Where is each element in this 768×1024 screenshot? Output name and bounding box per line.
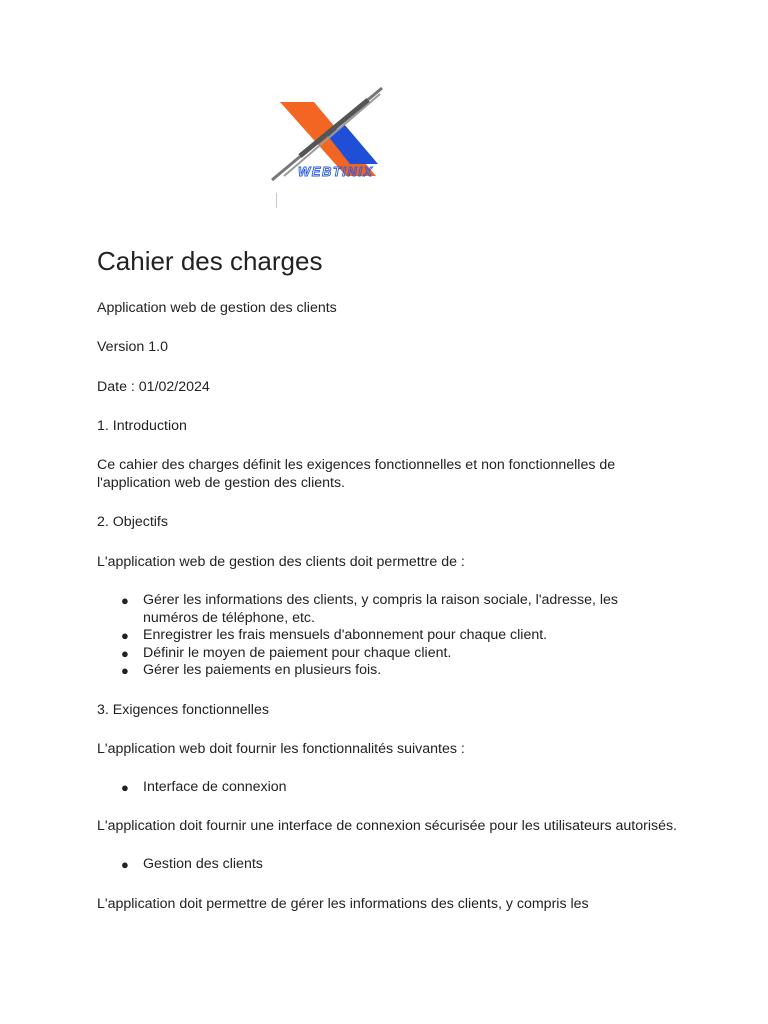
list-item bbox=[97, 779, 677, 797]
bullet-icon: ● bbox=[121, 628, 129, 643]
document-date: Date : 01/02/2024 bbox=[97, 379, 210, 395]
document-body bbox=[97, 242, 677, 913]
logo-graphic bbox=[270, 84, 426, 184]
document-title: Cahier des charges bbox=[97, 246, 323, 276]
section-heading-objectifs: 2. Objectifs bbox=[97, 514, 168, 530]
section-heading-introduction: 1. Introduction bbox=[97, 418, 187, 434]
objectifs-list bbox=[97, 592, 677, 680]
bullet-icon: ● bbox=[121, 779, 129, 795]
list-item-text: Gérer les informations des clients, y compris la raison sociale, l'adresse, les numéros de téléphone, etc. bbox=[143, 592, 619, 626]
introduction-paragraph: Ce cahier des charges définit les exigences fonctionnelles et non fonctionnelles de l'application web de gestion des clients. bbox=[97, 457, 616, 491]
objectifs-intro: L'application web de gestion des clients doit permettre de : bbox=[97, 554, 465, 570]
text-cursor bbox=[276, 193, 277, 208]
bullet-icon: ● bbox=[121, 645, 129, 661]
section-heading-exigences: 3. Exigences fonctionnelles bbox=[97, 701, 269, 718]
feature-list-clients bbox=[97, 856, 677, 874]
document-version: Version 1.0 bbox=[97, 339, 168, 355]
list-item bbox=[97, 662, 677, 680]
document-subtitle: Application web de gestion des clients bbox=[97, 300, 337, 316]
connexion-paragraph: L'application doit fournir une interface de connexion sécurisée pour les utilisateurs autorisés. bbox=[97, 818, 678, 834]
list-item-text: Enregistrer les frais mensuels d'abonnement pour chaque client. bbox=[143, 627, 548, 643]
feature-list-connexion bbox=[97, 779, 677, 797]
logo-wordmark: WEBTINIX bbox=[298, 164, 374, 179]
bullet-icon: ● bbox=[121, 593, 129, 608]
list-item-text: Définir le moyen de paiement pour chaque client. bbox=[143, 644, 452, 661]
clients-paragraph: L'application doit permettre de gérer les informations des clients, y compris les bbox=[97, 895, 589, 912]
list-item bbox=[97, 645, 677, 663]
list-item bbox=[97, 592, 677, 627]
exigences-intro: L'application web doit fournir les fonctionnalités suivantes : bbox=[97, 740, 465, 757]
list-item-text: Gérer les paiements en plusieurs fois. bbox=[143, 662, 382, 678]
webtinix-logo bbox=[270, 84, 426, 184]
bullet-icon: ● bbox=[121, 663, 129, 678]
list-item bbox=[97, 627, 677, 645]
list-item-text: Gestion des clients bbox=[143, 856, 263, 872]
list-item-text: Interface de connexion bbox=[143, 778, 287, 795]
bullet-icon: ● bbox=[121, 857, 129, 872]
list-item bbox=[97, 856, 677, 874]
